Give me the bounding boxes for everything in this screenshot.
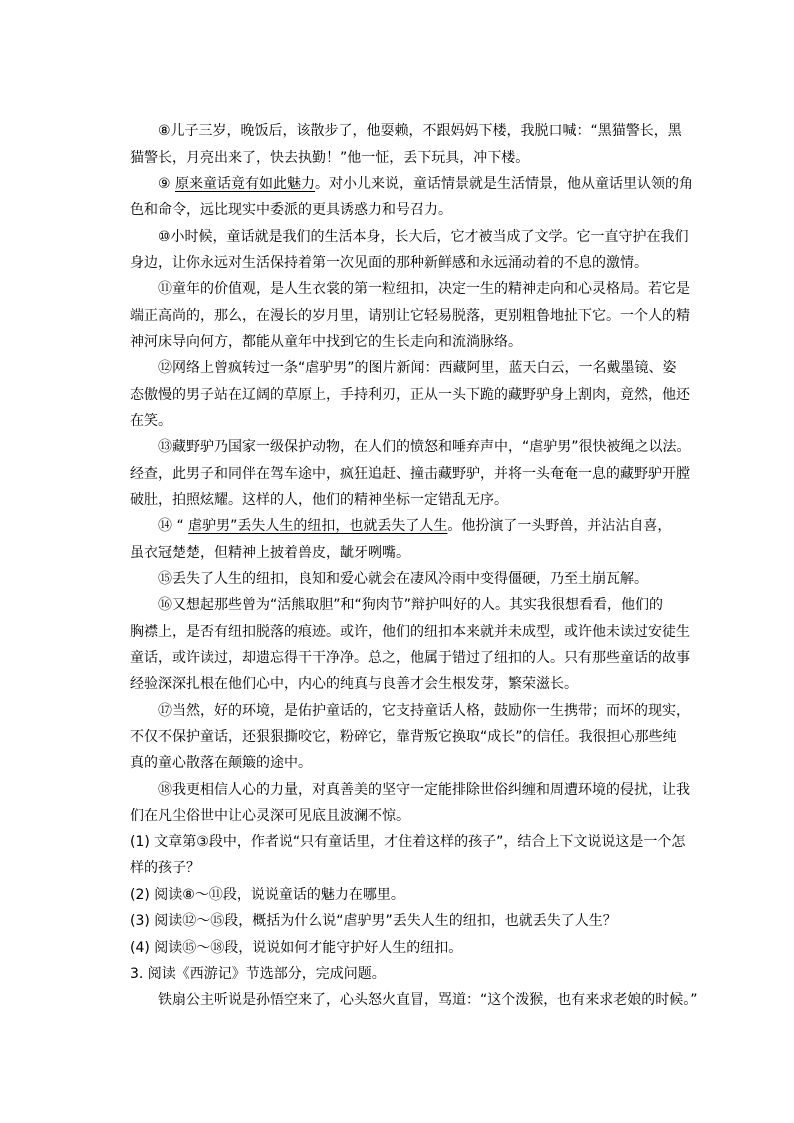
paragraph-9-line-2: 色和命令，远比现实中委派的更具诱惑力和号召力。 (130, 202, 452, 218)
paragraph-18-line-1: ⑱我更相信人心的力量，对真善美的坚守一定能排除世俗纠缠和周遭环境的侵扰，让我 (158, 782, 690, 798)
paragraph-13-line-2: 经查，此男子和同伴在驾车途中，疯狂追赶、撞击藏野驴，并将一头奄奄一息的藏野驴开膛 (130, 466, 690, 482)
paragraph-12-line-2: 态傲慢的男子站在辽阔的草原上，手持利刃，正从一头下跪的藏野驴身上割肉，竟然，他还 (130, 387, 690, 403)
paragraph-16-line-1: ⑯又想起那些曾为“活熊取胆”和“狗肉节”辩护叫好的人。其实我很想看看，他们的 (158, 597, 664, 613)
paragraph-16-line-2: 胸襟上，是否有纽扣脱落的痕迹。或许，他们的纽扣本来就并未成型，或许他未读过安徒生 (130, 624, 690, 640)
paragraph-14-underlined-sentence: 虐驴男”丢失人生的纽扣，也就丢失了人生 (188, 518, 448, 534)
paragraph-16-line-4: 经验深深扎根在他们心中，内心的纯真与良善才会生根发芽，繁荣滋长。 (130, 676, 578, 692)
paragraph-16-line-3: 童话，或许读过，却遗忘得干干净净。总之，他属于错过了纽扣的人。只有那些童话的故事 (130, 650, 690, 666)
section-3-line-1: 铁扇公主听说是孙悟空来了，心头怒火直冒，骂道：“这个泼猴，也有来求老娘的时候。” (158, 992, 698, 1008)
paragraph-11-line-1: ⑪童年的价值观，是人生衣裳的第一粒纽扣，决定一生的精神走向和心灵格局。若它是 (158, 281, 690, 297)
paragraph-13-line-3: 破肚，拍照炫耀。这样的人，他们的精神坐标一定错乱无序。 (130, 492, 508, 508)
paragraph-17-line-2: 不仅不保护童话，还狠狠撕咬它，粉碎它，靠背叛它换取“成长”的信任。我很担心那些纯 (130, 729, 677, 745)
question-3: (3) 阅读⑫～⑮段，概括为什么说“虐驴男”丢失人生的纽扣，也就丢失了人生？ (130, 913, 617, 929)
question-1-line-2: 样的孩子？ (130, 860, 200, 876)
paragraph-11-line-3: 神河床导向何方，都能从童年中找到它的生长走向和流淌脉络。 (130, 334, 522, 350)
paragraph-8-line-2: 猫警长，月亮出来了，快去执勤！”他一怔，丢下玩具，冲下楼。 (130, 150, 530, 166)
paragraph-8-line-1: ⑧儿子三岁，晚饭后，该散步了，他耍赖，不跟妈妈下楼，我脱口喊：“黑猫警长，黑 (158, 123, 682, 139)
paragraph-18-line-2: 们在凡尘俗世中让心灵深可见底且波澜不惊。 (130, 808, 410, 824)
question-2: (2) 阅读⑧～⑪段，说说童话的魅力在哪里。 (130, 887, 405, 903)
paragraph-17-line-3: 真的童心散落在颠簸的途中。 (130, 755, 312, 771)
paragraph-17-line-1: ⑰当然，好的环境，是佑护童话的，它支持童话人格，鼓励你一生携带；而坏的现实， (158, 703, 690, 719)
paragraph-14-number: ⑭ “ (158, 518, 189, 534)
paragraph-11-line-2: 端正高尚的，那么，在漫长的岁月里，请别让它轻易脱落，更别粗鲁地扯下它。一个人的精 (130, 308, 690, 324)
section-3-heading: 3. 阅读《西游记》节选部分，完成问题。 (130, 966, 386, 982)
paragraph-9-rest: 。对小儿来说，童话情景就是生活情景，他从童话里认领的角 (315, 176, 694, 192)
question-4: (4) 阅读⑮～⑱段，说说如何才能守护好人生的纽扣。 (130, 940, 463, 956)
paragraph-13-line-1: ⑬藏野驴乃国家一级保护动物，在人们的愤怒和唾弃声中，“虐驴男”很快被绳之以法。 (158, 439, 691, 455)
paragraph-9-line-1 (158, 176, 693, 192)
question-1-line-1: (1) 文章第③段中，作者说“只有童话里，才住着这样的孩子”，结合上下文说说这是一个怎 (130, 834, 686, 850)
paragraph-12-line-1: ⑫网络上曾疯转过一条“虐驴男”的图片新闻：西藏阿里，蓝天白云，一名戴墨镜、姿 (158, 360, 677, 376)
paragraph-12-line-3: 在笑。 (130, 413, 172, 429)
paragraph-9-number: ⑨ (158, 176, 176, 192)
paragraph-10-line-1: ⑩小时候，童话就是我们的生活本身，长大后，它才被当成了文学。它一直守护在我们 (158, 229, 689, 245)
paragraph-9-underlined-sentence: 原来童话竟有如此魅力 (175, 176, 316, 192)
paragraph-14-rest: 。他扮演了一头野兽，并沾沾自喜， (447, 518, 672, 534)
paragraph-14-line-1 (158, 518, 671, 534)
paragraph-15-line-1: ⑮丢失了人生的纽扣，良知和爱心就会在凄风冷雨中变得僵硬，乃至土崩瓦解。 (158, 571, 648, 587)
paragraph-14-line-2: 虽衣冠楚楚，但精神上披着兽皮，龇牙咧嘴。 (130, 545, 410, 561)
paragraph-10-line-2: 身边，让你永远对生活保持着第一次见面的那种新鲜感和永远涌动着的不息的激情。 (130, 255, 648, 271)
